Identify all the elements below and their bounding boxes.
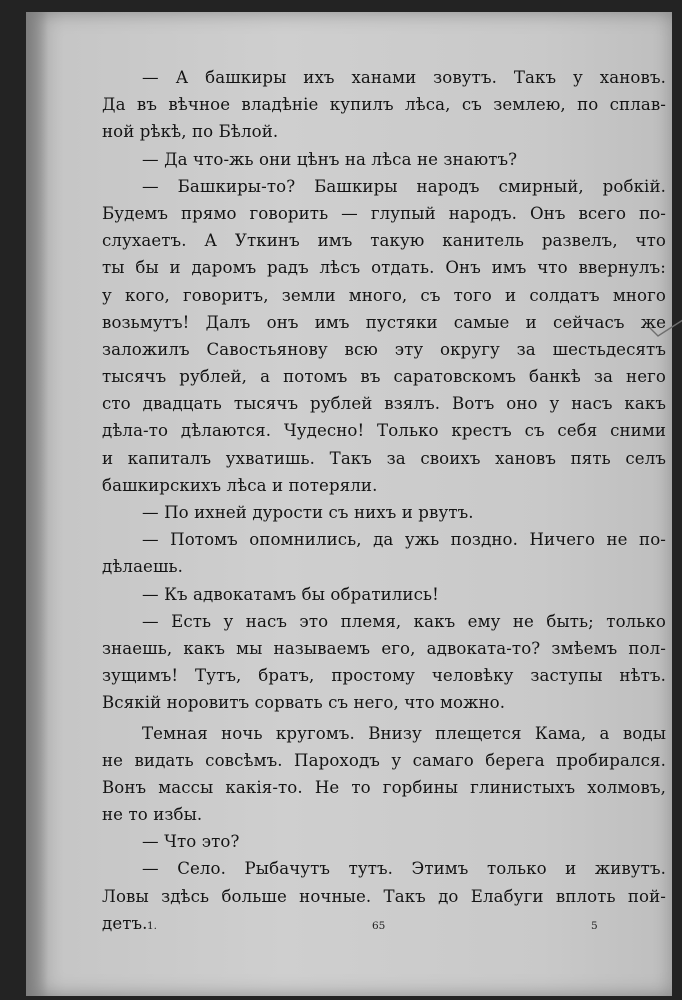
- text-line: заложилъ Савостьянову всю эту округу за шестьдесятъ: [102, 339, 666, 359]
- page-number: 65: [372, 920, 386, 932]
- text-line: Темная ночь кругомъ. Внизу плещется Кама, а воды: [142, 723, 666, 743]
- text-line: Да въ вѣчное владѣніе купилъ лѣса, съ землею, по сплав-: [102, 95, 666, 115]
- text-line: детъ.: [102, 913, 148, 933]
- text-line: — Башкиры-то? Башкиры народъ смирный, робкій.: [142, 176, 666, 196]
- text-line: возьмутъ! Далъ онъ имъ пустяки самые и сейчасъ же: [102, 312, 666, 332]
- text-line: — Село. Рыбачутъ тутъ. Этимъ только и живутъ.: [142, 859, 666, 879]
- text-line: слухаетъ. А Уткинъ имъ такую канитель развелъ, что: [102, 231, 666, 251]
- text-line: башкирскихъ лѣса и потеряли.: [102, 475, 378, 495]
- text-line: не то избы.: [102, 805, 203, 825]
- text-line: сто двадцать тысячъ рублей взялъ. Вотъ оно у насъ какъ: [102, 394, 666, 414]
- text-line: — Да что-жь они цѣнъ на лѣса не знаютъ?: [142, 149, 518, 169]
- text-line: Будемъ прямо говорить — глупый народъ. Онъ всего по-: [102, 203, 666, 223]
- text-line: дѣлаешь.: [102, 557, 184, 577]
- text-line: зущимъ! Тутъ, братъ, простому человѣку заступы нѣтъ.: [102, 666, 666, 686]
- page-gutter-shadow: [26, 12, 48, 996]
- body-text: [102, 64, 666, 937]
- text-line: ты бы и даромъ радъ лѣсъ отдать. Онъ имъ что ввернулъ:: [102, 258, 666, 278]
- text-line: не видать совсѣмъ. Пароходъ у самаго берега пробирался.: [102, 750, 666, 770]
- text-line: — А башкиры ихъ ханами зовутъ. Такъ у хановъ.: [142, 68, 666, 87]
- text-line: — Къ адвокатамъ бы обратились!: [142, 584, 439, 604]
- text-line: тысячъ рублей, а потомъ въ саратовскомъ банкѣ за него: [102, 367, 666, 387]
- text-line: дѣла-то дѣлаются. Чудесно! Только крестъ съ себя сними: [102, 421, 666, 441]
- text-line: знаешь, какъ мы называемъ его, адвоката-то? змѣемъ пол-: [102, 638, 666, 658]
- text-line: — Есть у насъ это племя, какъ ему не быть; только: [142, 611, 666, 631]
- footer-right-mark: 5: [591, 920, 598, 932]
- text-line: — По ихней дурости съ нихъ и рвутъ.: [142, 503, 474, 522]
- pencil-checkmark-icon: [648, 314, 682, 344]
- text-line: — Потомъ опомнились, да ужь поздно. Ничего не по-: [142, 530, 666, 550]
- text-line: Вонъ массы какія-то. Не то горбины глинистыхъ холмовъ,: [102, 777, 666, 797]
- text-line: у кого, говоритъ, земли много, съ того и солдатъ много: [102, 285, 666, 305]
- signature-mark: 1.: [147, 920, 158, 932]
- text-line: ной рѣкѣ, по Бѣлой.: [102, 122, 279, 142]
- text-line: Всякій норовитъ сорвать съ него, что можно.: [102, 693, 506, 713]
- text-line: Ловы здѣсь больше ночные. Такъ до Елабуги вплоть пой-: [102, 886, 666, 906]
- text-line: и капиталъ ухватишь. Такъ за своихъ хановъ пять селъ: [102, 448, 666, 468]
- book-page: [26, 12, 672, 996]
- text-line: — Что это?: [142, 832, 240, 852]
